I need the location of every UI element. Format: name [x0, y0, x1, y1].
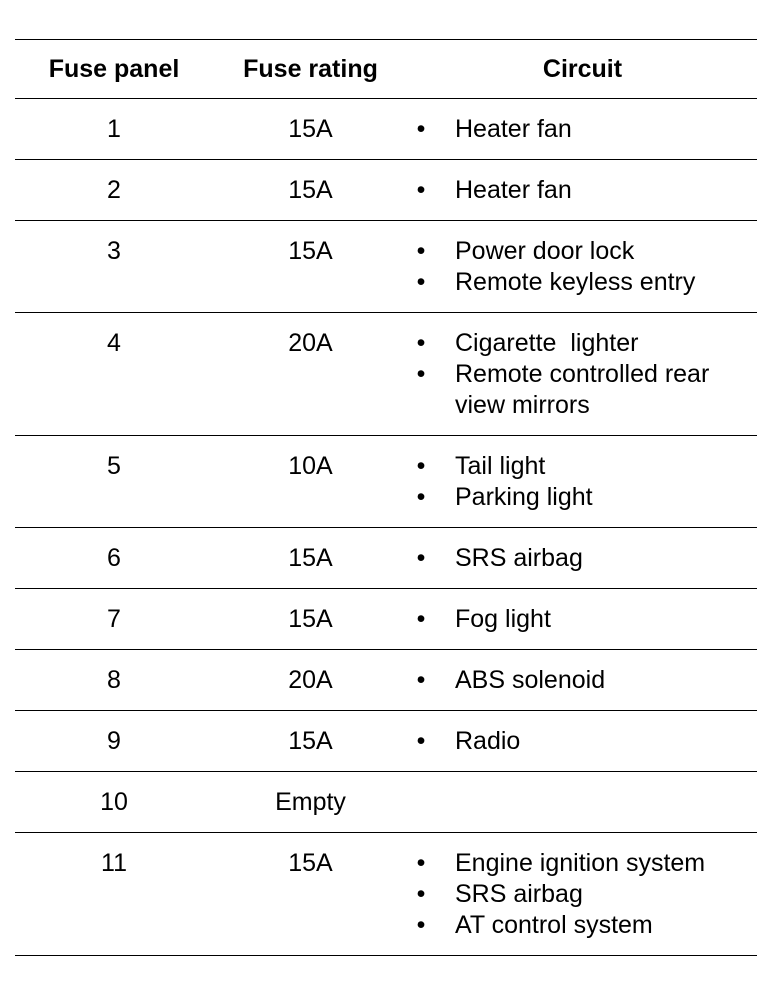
- fuse-rating: Empty: [213, 772, 408, 833]
- fuse-rating: 10A: [213, 436, 408, 528]
- list-item: [413, 451, 757, 482]
- fuse-panel-number: 11: [15, 833, 213, 956]
- circuit-cell: [408, 160, 757, 221]
- header-row: [15, 40, 757, 99]
- fuse-table: [15, 39, 757, 956]
- circuit-cell: [408, 436, 757, 528]
- fuse-rating: 15A: [213, 160, 408, 221]
- circuit-list: [413, 114, 757, 145]
- circuit-list: [413, 328, 757, 421]
- circuit-label: ABS solenoid: [455, 666, 606, 694]
- list-item: [413, 114, 757, 145]
- table-row: [15, 313, 757, 436]
- fuse-panel-number: 7: [15, 589, 213, 650]
- table-row: [15, 589, 757, 650]
- fuse-panel-number: 10: [15, 772, 213, 833]
- table-row: [15, 528, 757, 589]
- circuit-cell: [408, 711, 757, 772]
- bullet-icon: •: [416, 268, 426, 296]
- circuit-label: Fog light: [455, 605, 551, 633]
- table-row: [15, 99, 757, 160]
- circuit-cell: [408, 221, 757, 313]
- circuit-cell: [408, 650, 757, 711]
- fuse-panel-number: 1: [15, 99, 213, 160]
- list-item: [413, 175, 757, 206]
- list-item: [413, 665, 757, 696]
- bullet-icon: •: [416, 483, 426, 511]
- circuit-cell: [408, 589, 757, 650]
- circuit-list: [413, 604, 757, 635]
- fuse-panel-number: 6: [15, 528, 213, 589]
- circuit-label: AT control system: [455, 911, 653, 939]
- list-item: [413, 359, 757, 421]
- table-row: [15, 160, 757, 221]
- list-item: [413, 236, 757, 267]
- bullet-icon: •: [416, 911, 426, 939]
- table-row: [15, 711, 757, 772]
- circuit-list: [413, 665, 757, 696]
- bullet-icon: •: [416, 176, 426, 204]
- list-item: [413, 604, 757, 635]
- circuit-label: Heater fan: [455, 115, 572, 143]
- fuse-panel-number: 2: [15, 160, 213, 221]
- fuse-rating: 20A: [213, 650, 408, 711]
- circuit-label: Engine ignition system: [455, 849, 706, 877]
- list-item: [413, 848, 757, 879]
- header-circuit: Circuit: [408, 40, 757, 99]
- table-row: [15, 772, 757, 833]
- fuse-rating: 15A: [213, 528, 408, 589]
- circuit-cell: [408, 772, 757, 833]
- circuit-label: Radio: [455, 727, 521, 755]
- circuit-list: [413, 175, 757, 206]
- list-item: [413, 328, 757, 359]
- fuse-panel-number: 3: [15, 221, 213, 313]
- bullet-icon: •: [416, 237, 426, 265]
- header-fuse-rating: Fuse rating: [213, 40, 408, 99]
- bullet-icon: •: [416, 880, 426, 908]
- bullet-icon: •: [416, 666, 426, 694]
- table-row: [15, 650, 757, 711]
- list-item: [413, 543, 757, 574]
- circuit-label: SRS airbag: [455, 880, 583, 908]
- table-row: [15, 436, 757, 528]
- circuit-list: [413, 451, 757, 513]
- fuse-panel-number: 5: [15, 436, 213, 528]
- fuse-panel-number: 8: [15, 650, 213, 711]
- circuit-list: [413, 236, 757, 298]
- fuse-panel-number: 9: [15, 711, 213, 772]
- list-item: [413, 879, 757, 910]
- table-row: [15, 833, 757, 956]
- list-item: [413, 910, 757, 941]
- list-item: [413, 482, 757, 513]
- bullet-icon: •: [416, 329, 426, 357]
- circuit-label: Power door lock: [455, 237, 635, 265]
- fuse-rating: 20A: [213, 313, 408, 436]
- fuse-rating: 15A: [213, 833, 408, 956]
- circuit-cell: [408, 313, 757, 436]
- fuse-rating: 15A: [213, 99, 408, 160]
- circuit-label: Heater fan: [455, 176, 572, 204]
- table-row: [15, 221, 757, 313]
- circuit-label: Remote keyless entry: [455, 268, 696, 296]
- bullet-icon: •: [416, 544, 426, 572]
- fuse-panel-number: 4: [15, 313, 213, 436]
- fuse-rating: 15A: [213, 221, 408, 313]
- bullet-icon: •: [416, 360, 426, 388]
- circuit-cell: [408, 528, 757, 589]
- fuse-rating: 15A: [213, 589, 408, 650]
- circuit-list: [413, 848, 757, 941]
- circuit-label: Tail light: [455, 452, 546, 480]
- circuit-list: [413, 726, 757, 757]
- bullet-icon: •: [416, 115, 426, 143]
- table-body: [15, 99, 757, 956]
- circuit-cell: [408, 99, 757, 160]
- list-item: [413, 267, 757, 298]
- list-item: [413, 726, 757, 757]
- fuse-rating: 15A: [213, 711, 408, 772]
- circuit-list: [413, 543, 757, 574]
- bullet-icon: •: [416, 452, 426, 480]
- circuit-label: Parking light: [455, 483, 593, 511]
- bullet-icon: •: [416, 727, 426, 755]
- circuit-cell: [408, 833, 757, 956]
- table-header: [15, 40, 757, 99]
- circuit-label: Cigarette lighter: [455, 329, 639, 357]
- bullet-icon: •: [416, 605, 426, 633]
- bullet-icon: •: [416, 849, 426, 877]
- circuit-label: SRS airbag: [455, 544, 583, 572]
- header-fuse-panel: Fuse panel: [15, 40, 213, 99]
- circuit-label: Remote controlled rear view mirrors: [455, 360, 717, 419]
